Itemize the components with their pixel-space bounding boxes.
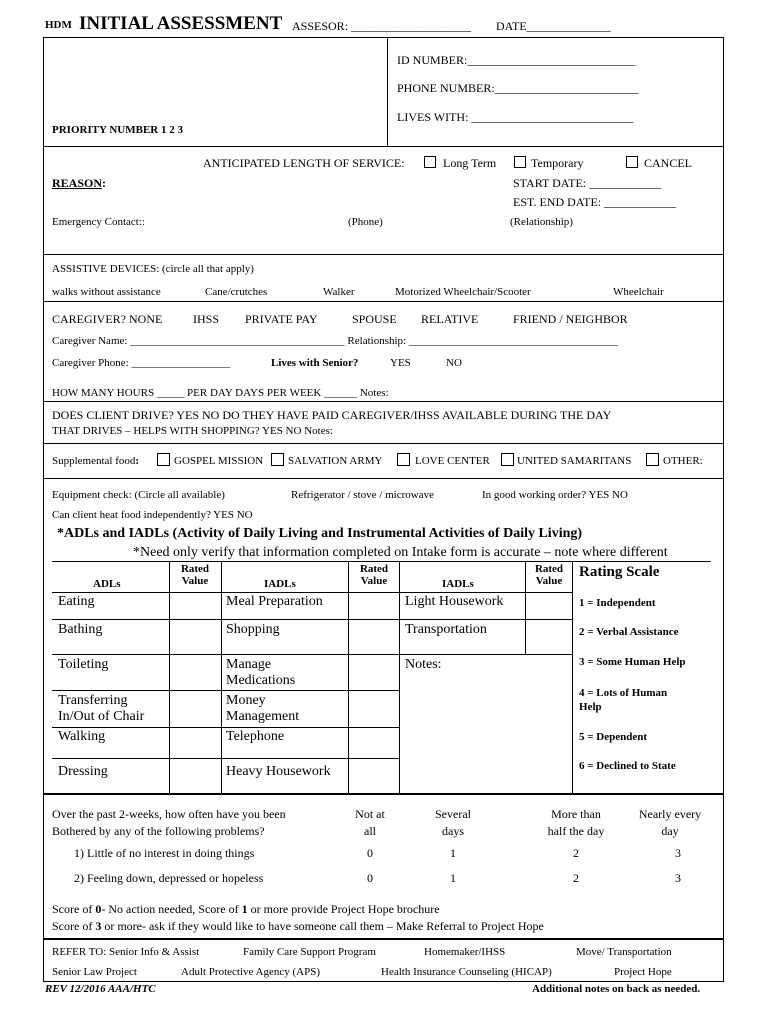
score-text: Score of: [52, 919, 96, 933]
score-instruction-1: [52, 902, 440, 917]
rated-value-header-1: [171, 563, 219, 587]
adl-section-subtitle: *Need only verify that information completed on Intake form is accurate – note where different: [133, 545, 668, 560]
rated-header-text: Rated: [534, 563, 564, 575]
phq-col-line: day: [661, 824, 679, 838]
rating-scale-title: Rating Scale: [579, 564, 660, 580]
phq-col-line: Several: [435, 807, 471, 821]
caregiver-option[interactable]: FRIEND / NEIGHBOR: [513, 312, 628, 326]
phq-question-line: Over the past 2-weeks, how often have you been: [52, 807, 286, 821]
caregiver-option[interactable]: SPOUSE: [352, 312, 397, 326]
id-number-field[interactable]: ID NUMBER:____________________________: [397, 53, 636, 67]
adl-section-title: *ADLs and IADLs (Activity of Daily Living and Instrumental Activities of Daily Living): [57, 526, 583, 541]
refer-option[interactable]: REFER TO: Senior Info & Assist: [52, 946, 200, 958]
rating-scale-item: 1 = Independent: [579, 597, 656, 609]
rated-value-cell[interactable]: [349, 593, 399, 619]
phq-col-line: half the day: [547, 824, 605, 838]
long-term-checkbox[interactable]: [424, 156, 436, 168]
gospel-mission-checkbox[interactable]: [157, 453, 170, 466]
reason-colon: :: [102, 176, 107, 190]
adl-item: Eating: [58, 594, 95, 609]
assistive-item[interactable]: Walker: [323, 286, 355, 298]
value-header-text: Value: [535, 575, 563, 587]
adl-item: Walking: [58, 729, 106, 744]
phq-score-option[interactable]: 2: [573, 871, 579, 885]
caregiver-option[interactable]: IHSS: [193, 312, 220, 326]
phq-question: [52, 806, 286, 840]
assessor-field[interactable]: ASSESOR: ____________________: [292, 19, 472, 33]
refer-option[interactable]: Homemaker/IHSS: [424, 946, 506, 958]
phq-col-line: Not at: [355, 807, 385, 821]
value-header-text: Value: [181, 575, 209, 587]
score-value: 0: [95, 902, 102, 916]
refer-option[interactable]: Move/ Transportation: [576, 946, 672, 958]
phone-number-field[interactable]: PHONE NUMBER:________________________: [397, 81, 639, 95]
long-term-label: Long Term: [443, 156, 497, 170]
adl-item: Toileting: [58, 657, 109, 672]
adl-item: Transferring In/Out of Chair: [58, 693, 145, 724]
anticipated-length-label: ANTICIPATED LENGTH OF SERVICE:: [203, 156, 405, 170]
phq-col-line: Nearly every: [638, 807, 702, 821]
refer-option[interactable]: Adult Protective Agency (APS): [181, 966, 321, 978]
lives-with-senior-label: Lives with Senior?: [271, 357, 359, 369]
refer-option[interactable]: Family Care Support Program: [243, 946, 376, 958]
phq-score-option[interactable]: 0: [367, 871, 373, 885]
caregiver-option[interactable]: PRIVATE PAY: [245, 312, 318, 326]
supplemental-food-text: Supplemental food: [52, 455, 136, 467]
score-text: or more- ask if they would like to have someone call them – Make Referral to Project Hope: [101, 919, 544, 933]
assistive-devices-label: ASSISTIVE DEVICES: (circle all that apply): [52, 263, 254, 275]
emergency-phone-label: (Phone): [348, 216, 383, 228]
priority-number[interactable]: PRIORITY NUMBER 1 2 3: [52, 124, 183, 136]
additional-notes-label: Additional notes on back as needed.: [532, 983, 701, 995]
caregiver-option[interactable]: RELATIVE: [421, 312, 479, 326]
assistive-item[interactable]: Wheelchair: [613, 286, 664, 298]
phq-score-option[interactable]: 3: [675, 871, 681, 885]
refer-option[interactable]: Health Insurance Counseling (HICAP): [381, 966, 552, 978]
drive-question[interactable]: DOES CLIENT DRIVE? YES NO DO THEY HAVE PAID CAREGIVER/IHSS AVAILABLE DURING THE DAY: [52, 408, 612, 422]
cancel-checkbox[interactable]: [626, 156, 638, 168]
date-field[interactable]: DATE______________: [496, 19, 611, 33]
assistive-item[interactable]: Cane/crutches: [205, 286, 268, 298]
working-order-question[interactable]: In good working order? YES NO: [482, 489, 628, 501]
rated-header-text: Rated: [359, 563, 389, 575]
emergency-contact-field[interactable]: Emergency Contact::: [52, 216, 145, 228]
iadl-item: Transportation: [405, 622, 487, 637]
score-instruction-2: [52, 919, 544, 934]
iadls-header-2: IADLs: [442, 578, 474, 590]
equipment-check-label: Equipment check: (Circle all available): [52, 489, 225, 501]
rating-scale-item: 4 = Lots of Human Help: [579, 687, 668, 713]
rated-value-cell[interactable]: [170, 593, 220, 619]
emergency-relationship-label: (Relationship): [510, 216, 573, 228]
cancel-label: CANCEL: [644, 156, 692, 170]
refer-option[interactable]: Project Hope: [614, 966, 672, 978]
rated-value-header-2: [350, 563, 398, 587]
score-value: 3: [95, 919, 102, 933]
caregiver-name-field[interactable]: Caregiver Name: _______________________________________ Relationship: ______________________________________: [52, 335, 618, 347]
score-text: Score of: [52, 902, 96, 916]
end-date-field[interactable]: EST. END DATE: ____________: [513, 195, 677, 209]
iadl-item: Meal Preparation: [226, 594, 323, 609]
lives-with-senior-no[interactable]: NO: [446, 357, 462, 369]
caregiver-option[interactable]: CAREGIVER? NONE: [52, 312, 163, 326]
rating-scale-item: 2 = Verbal Assistance: [579, 626, 679, 638]
refer-option[interactable]: Senior Law Project: [52, 966, 137, 978]
phq-column-header: [418, 806, 488, 840]
iadl-item: Money Management: [226, 693, 300, 724]
adls-header: ADLs: [93, 578, 121, 590]
heat-food-question[interactable]: Can client heat food independently? YES NO: [52, 509, 253, 521]
love-center-checkbox[interactable]: [397, 453, 410, 466]
phq-score-option[interactable]: 2: [573, 846, 579, 860]
iadls-header-1: IADLs: [264, 578, 296, 590]
phq-column-header: [341, 806, 399, 840]
value-header-text: Value: [360, 575, 388, 587]
reason-text: REASON: [52, 176, 103, 190]
iadl-item: Light Housework: [405, 594, 504, 609]
start-date-field[interactable]: START DATE: ____________: [513, 176, 662, 190]
iadl-item: Telephone: [226, 729, 285, 744]
adl-item: Bathing: [58, 622, 103, 637]
phq-item-label: 2) Feeling down, depressed or hopeless: [74, 871, 264, 885]
rating-scale-item: 5 = Dependent: [579, 731, 647, 743]
lives-with-field[interactable]: LIVES WITH: ___________________________: [397, 110, 634, 124]
rating-scale-item: 6 = Declined to State: [579, 760, 676, 772]
hours-field[interactable]: HOW MANY HOURS _____ PER DAY DAYS PER WEEK ______ Notes:: [52, 387, 389, 399]
assistive-item[interactable]: walks without assistance: [52, 286, 161, 298]
supplemental-food-label: [52, 455, 139, 467]
united-samaritans-label: UNITED SAMARITANS: [517, 455, 632, 467]
other-label: OTHER:: [663, 455, 703, 467]
phq-column-header: [628, 806, 712, 840]
united-samaritans-checkbox[interactable]: [501, 453, 514, 466]
rating-scale-item: 3 = Some Human Help: [579, 656, 686, 668]
score-value: 1: [241, 902, 248, 916]
phq-column-header: [536, 806, 616, 840]
iadl-item: Manage Medications: [226, 657, 296, 688]
rated-header-text: Rated: [180, 563, 210, 575]
supplemental-food-colon: :: [135, 455, 140, 467]
salvation-army-label: SALVATION ARMY: [288, 455, 383, 467]
other-checkbox[interactable]: [646, 453, 659, 466]
iadl-item: Heavy Housework: [226, 764, 331, 779]
phq-score-option[interactable]: 0: [367, 846, 373, 860]
drive-question-2[interactable]: THAT DRIVES – HELPS WITH SHOPPING? YES NO Notes:: [52, 425, 333, 437]
phq-score-option[interactable]: 1: [450, 846, 456, 860]
phq-score-option[interactable]: 3: [675, 846, 681, 860]
phq-col-line: days: [442, 824, 464, 838]
phq-col-line: all: [364, 824, 376, 838]
form-title: INITIAL ASSESSMENT: [79, 13, 283, 34]
temporary-label: Temporary: [531, 156, 584, 170]
revision-label: REV 12/2016 AAA/HTC: [45, 983, 156, 995]
iadl-item: Shopping: [226, 622, 280, 637]
phq-question-line: Bothered by any of the following problems?: [52, 824, 265, 838]
salvation-army-checkbox[interactable]: [271, 453, 284, 466]
form-code: HDM: [45, 19, 72, 31]
assistive-item[interactable]: Motorized Wheelchair/Scooter: [395, 286, 531, 298]
gospel-mission-label: GOSPEL MISSION: [174, 455, 264, 467]
reason-label[interactable]: [52, 176, 106, 191]
phq-col-line: More than: [551, 807, 601, 821]
phq-score-option[interactable]: 1: [450, 871, 456, 885]
lives-with-senior-yes[interactable]: YES: [390, 357, 411, 369]
score-text: - No action needed, Score of: [101, 902, 242, 916]
rated-value-header-3: [526, 563, 572, 587]
caregiver-phone-field[interactable]: Caregiver Phone: __________________: [52, 357, 231, 369]
phq-item-label: 1) Little of no interest in doing things: [74, 846, 255, 860]
equipment-items[interactable]: Refrigerator / stove / microwave: [291, 489, 434, 501]
score-text: or more provide Project Hope brochure: [247, 902, 440, 916]
rated-value-cell[interactable]: [526, 593, 572, 619]
love-center-label: LOVE CENTER: [415, 455, 490, 467]
adl-item: Dressing: [58, 764, 108, 779]
temporary-checkbox[interactable]: [514, 156, 526, 168]
adl-notes-label[interactable]: Notes:: [405, 657, 442, 672]
